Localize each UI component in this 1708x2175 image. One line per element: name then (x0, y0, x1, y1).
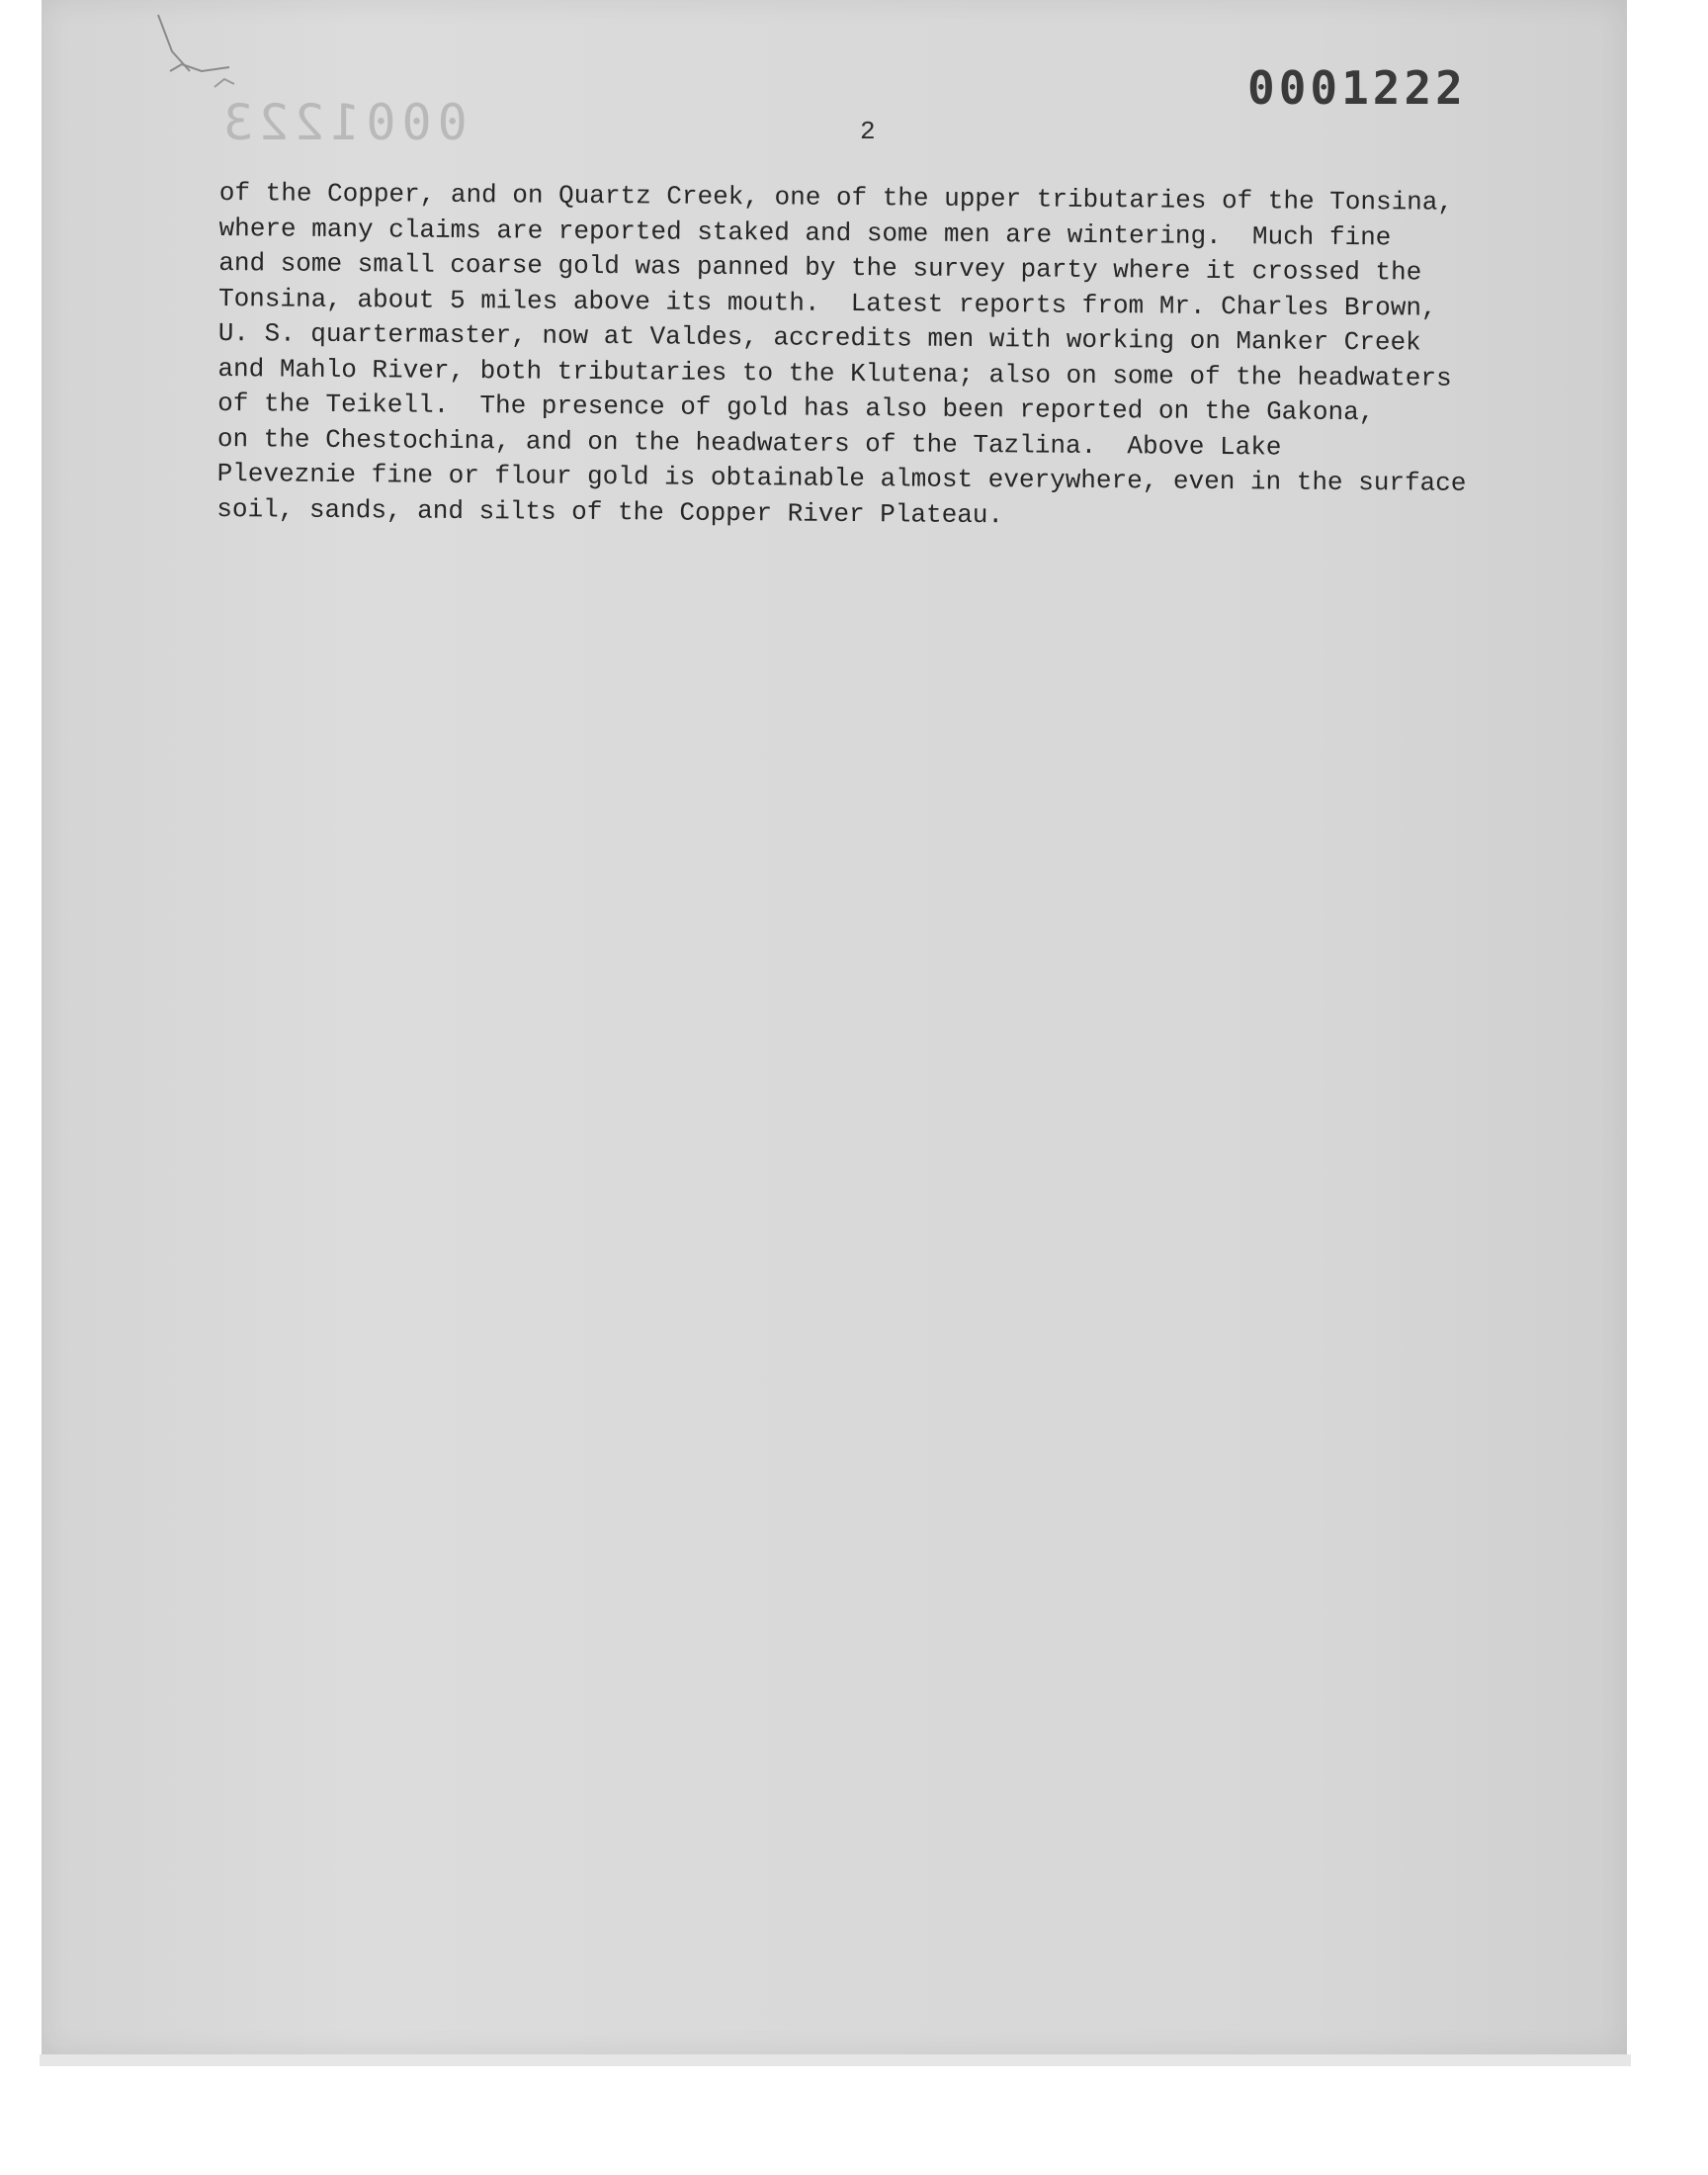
text-line: on the Chestochina, and on the headwaters of the Tazlina. Above Lake (216, 423, 1282, 462)
bleed-through-number: 0001223 (217, 94, 468, 151)
text-line: Pleveznie fine or flour gold is obtainable almost everywhere, even in the surface (216, 458, 1467, 498)
body-paragraph (216, 176, 1564, 538)
text-line: Tonsina, about 5 miles above its mouth. Latest reports from Mr. Charles Brown, (217, 283, 1437, 323)
text-line: soil, sands, and silts of the Copper River Plateau. (216, 493, 1004, 530)
text-line: and some small coarse gold was panned by the survey party where it crossed the (218, 247, 1422, 288)
scan-edge (40, 2054, 1631, 2066)
text-line: where many claims are reported staked and some men are wintering. Much fine (218, 213, 1392, 252)
text-line: of the Copper, and on Quartz Creek, one of the upper tributaries of the Tonsina, (218, 177, 1454, 218)
text-line: U. S. quartermaster, now at Valdes, accredits men with working on Manker Creek (217, 317, 1421, 358)
document-number: 0001222 (1247, 61, 1467, 115)
text-line: of the Teikell. The presence of gold has also been reported on the Gakona, (217, 388, 1375, 428)
page-number: 2 (860, 117, 876, 146)
text-line: and Mahlo River, both tributaries to the Klutena; also on some of the headwaters (217, 353, 1452, 393)
